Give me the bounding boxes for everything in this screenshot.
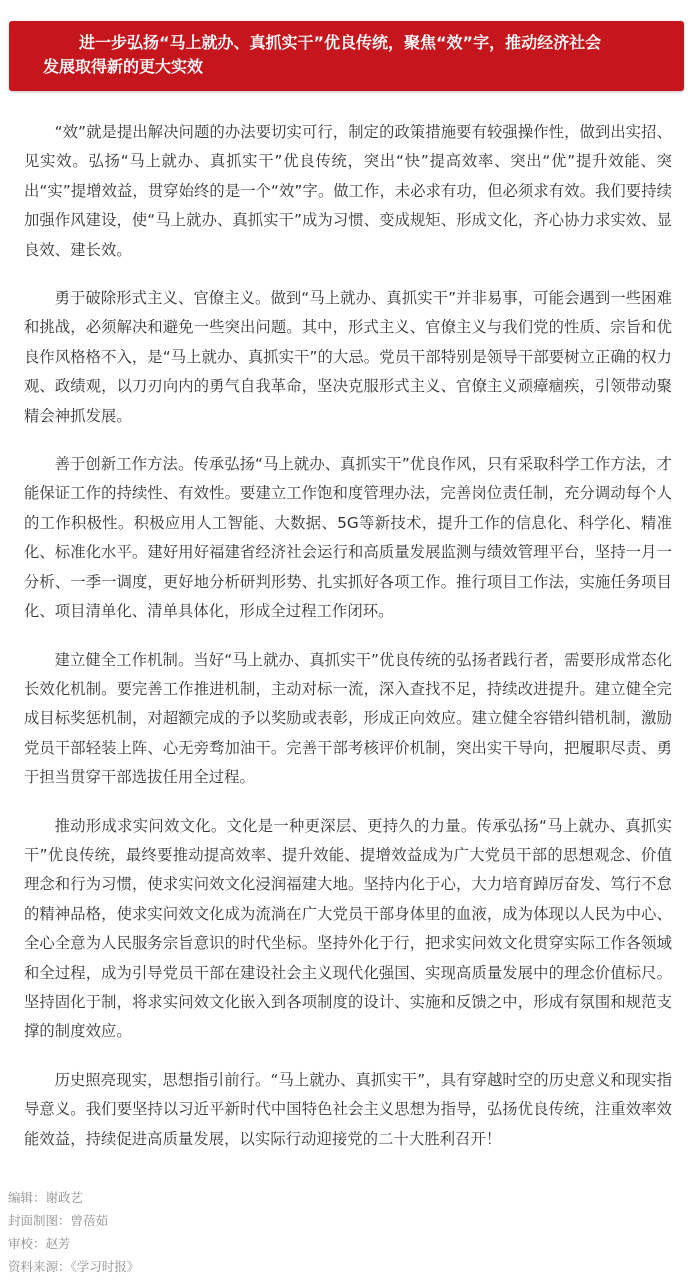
paragraph-6: 历史照亮现实，思想指引前行。“马上就办、真抓实干”，具有穿越时空的历史意义和现实指导意义。我们要坚持以习近平新时代中国特色社会主义思想为指导，弘扬优良传统，注重效率效能效益，持续促进高质量发展，以实际行动迎接党的二十大胜利召开！	[24, 1070, 672, 1148]
title-line-1: 进一步弘扬“马上就办、真抓实干”优良传统，聚焦“效”字，推动经济社会	[79, 33, 602, 52]
paragraph-4: 建立健全工作机制。当好“马上就办、真抓实干”优良传统的弘扬者践行者，需要形成常态化长效化机制。要完善工作推进机制，主动对标一流，深入查找不足，持续改进提升。建立健全完成目标奖惩机制，对超额完成的予以奖励或表彰，形成正向效应。建立健全容错纠错机制，激励党员干部轻装上阵、心无旁骛加油干。完善干部考核评价机制，突出实干导向，把履职尽责、勇于担当贯穿干部选拔任用全过程。	[24, 650, 672, 787]
cover-design-credit: 封面制图：曾蓓茹	[8, 1213, 109, 1228]
title-line-2: 发展取得新的更大实效	[43, 57, 204, 76]
title-banner	[9, 21, 684, 91]
paragraph-5: 推动形成求实问效文化。文化是一种更深层、更持久的力量。传承弘扬“马上就办、真抓实干”优良传统，最终要推动提高效率、提升效能、提增效益成为广大党员干部的思想观念、价值理念和行为习惯，使求实问效文化浸润福建大地。坚持内化于心，大力培育踔厉奋发、笃行不怠的精神品格，使求实问效文化成为流淌在广大党员干部身体里的血液，成为体现以人民为中心、全心全意为人民服务宗旨意识的时代坐标。坚持外化于行，把求实问效文化贯穿实际工作各领域和全过程，成为引导党员干部在建设社会主义现代化强国、实现高质量发展中的理念价值标尺。坚持固化于制，将求实问效文化嵌入到各项制度的设计、实施和反馈之中，形成有氛围和规范支撑的制度效应。	[24, 816, 672, 1041]
paragraph-3: 善于创新工作方法。传承弘扬“马上就办、真抓实干”优良作风，只有采取科学工作方法，才能保证工作的持续性、有效性。要建立工作饱和度管理办法，完善岗位责任制，充分调动每个人的工作积极性。积极应用人工智能、大数据、5G等新技术，提升工作的信息化、科学化、精准化、标准化水平。建好用好福建省经济社会运行和高质量发展监测与绩效管理平台，坚持一月一分析、一季一调度，更好地分析研判形势、扎实抓好各项工作。推行项目工作法，实施任务项目化、项目清单化、清单具体化，形成全过程工作闭环。	[24, 455, 672, 621]
paragraph-1: “效”就是提出解决问题的办法要切实可行，制定的政策措施要有较强操作性，做到出实招、见实效。弘扬“马上就办、真抓实干”优良传统，突出“快”提高效率、突出“优”提升效能、突出“实”提增效益，贯穿始终的是一个“效”字。做工作，未必求有功，但必须求有效。我们要持续加强作风建设，使“马上就办、真抓实干”成为习惯、变成规矩、形成文化，齐心协力求实效、显良效、建长效。	[24, 123, 672, 259]
editor-credit: 编辑：谢政艺	[8, 1190, 84, 1205]
source-credit: 资料来源：《学习时报》	[8, 1259, 140, 1274]
article-body	[24, 118, 672, 1173]
credits-block	[8, 1186, 668, 1278]
proofreader-credit: 审校：赵芳	[8, 1236, 71, 1251]
paragraph-2: 勇于破除形式主义、官僚主义。做到“马上就办、真抓实干”并非易事，可能会遇到一些困难和挑战，必须解决和避免一些突出问题。其中，形式主义、官僚主义与我们党的性质、宗旨和优良作风格格不入，是“马上就办、真抓实干”的大忌。党员干部特别是领导干部要树立正确的权力观、政绩观，以刀刃向内的勇气自我革命，坚决克服形式主义、官僚主义顽瘴痼疾，引领带动聚精会神抓发展。	[24, 289, 672, 425]
